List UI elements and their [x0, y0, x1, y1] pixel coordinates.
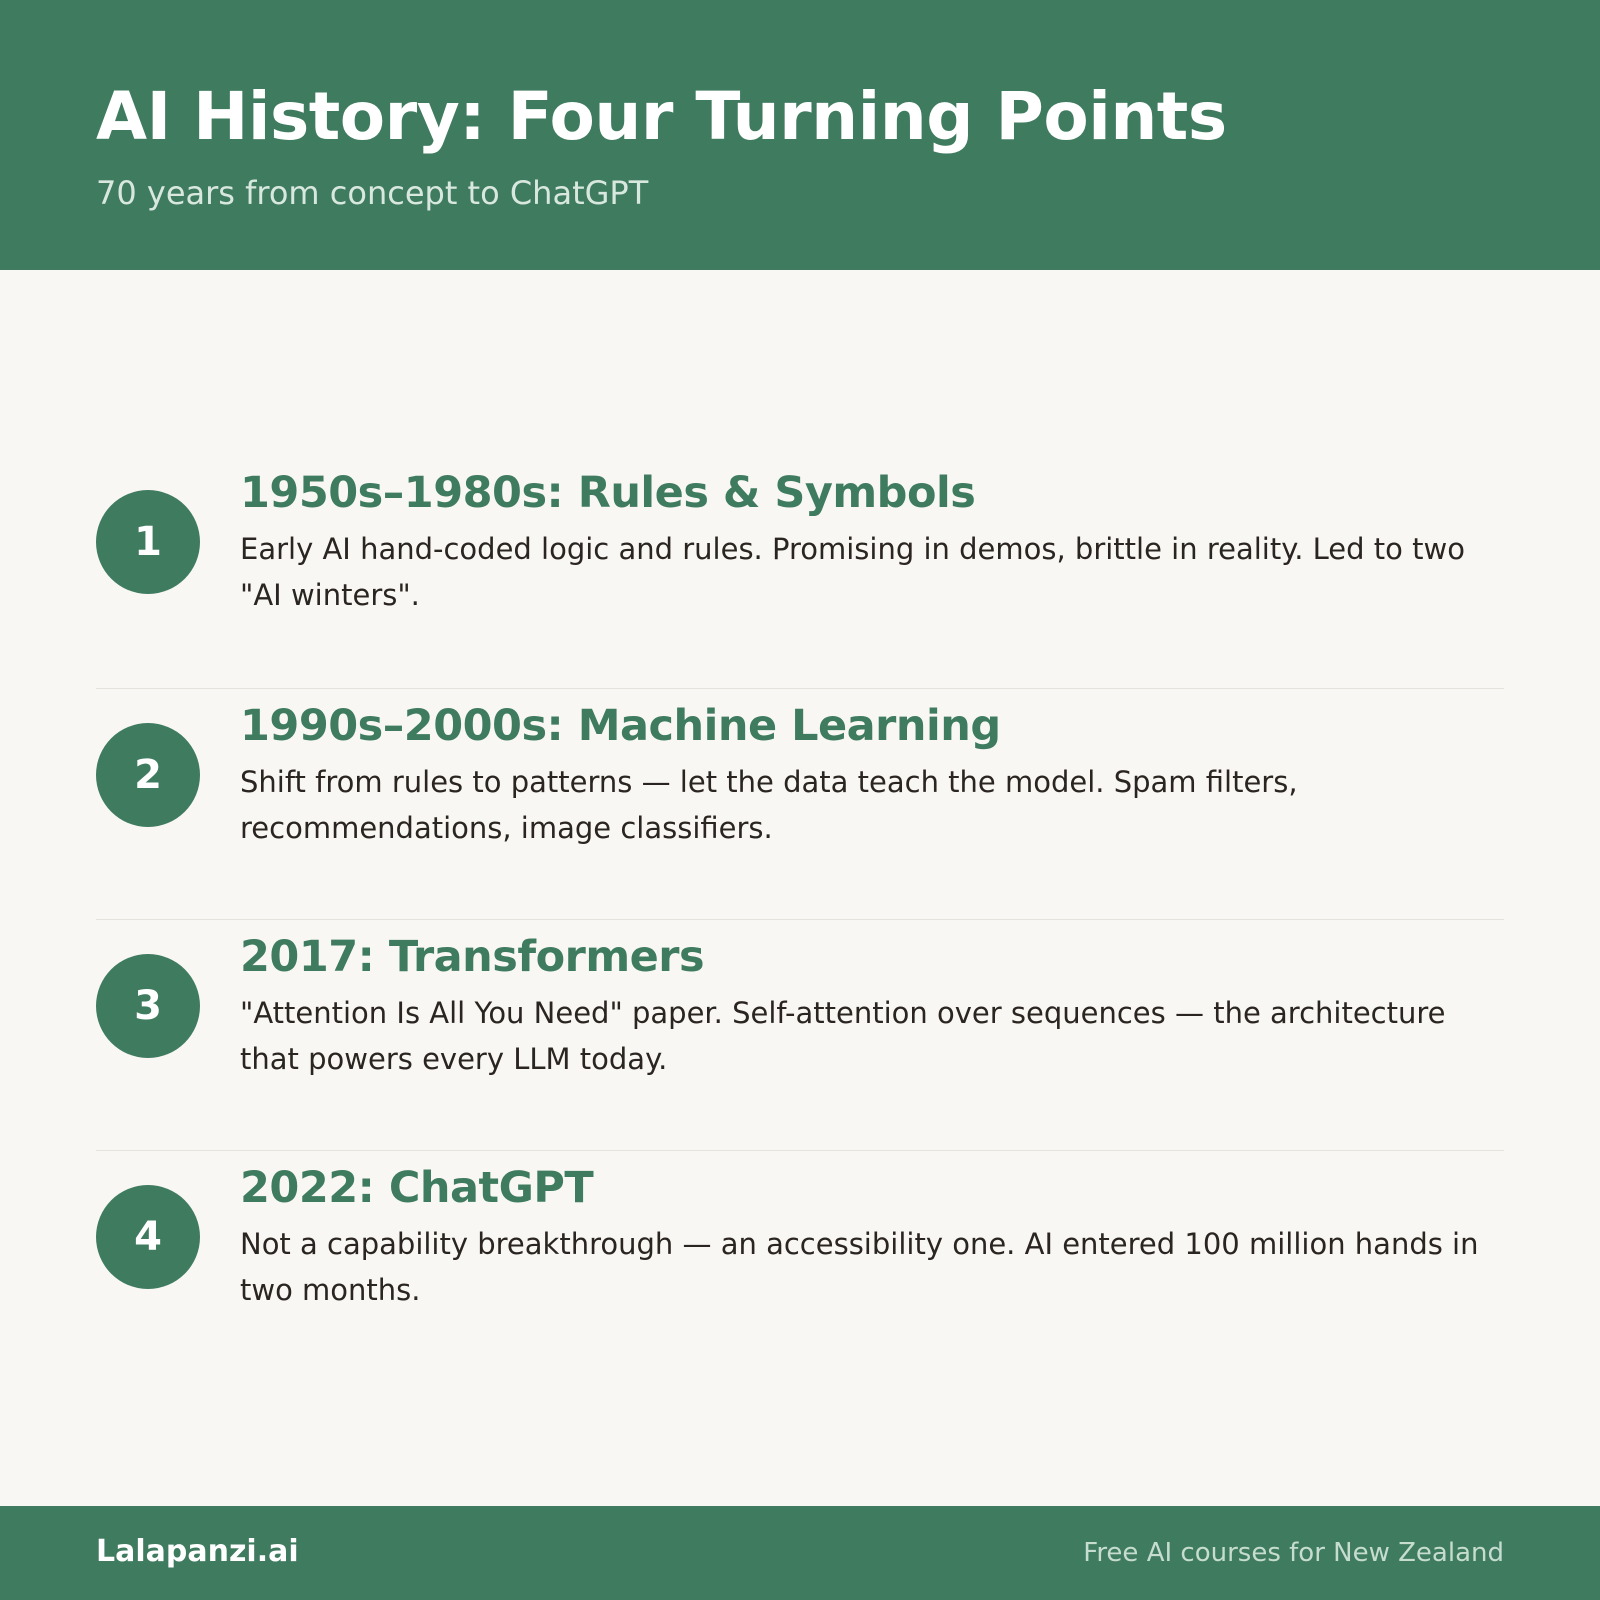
milestone-description: Early AI hand-coded logic and rules. Promising in demos, brittle in reality. Led to two "AI winters". [240, 532, 1465, 612]
milestone-2 [96, 688, 1504, 919]
milestone-description: Not a capability breakthrough — an accessibility one. AI entered 100 million hands in two months. [240, 1227, 1479, 1307]
milestone-description: Shift from rules to patterns — let the data teach the model. Spam filters, recommendations, image classifiers. [240, 765, 1298, 845]
milestone-number-badge: 4 [96, 1185, 200, 1289]
milestone-number-badge: 3 [96, 954, 200, 1058]
milestone-title: 2022: ChatGPT [240, 1163, 594, 1213]
milestone-title: 1950s–1980s: Rules & Symbols [240, 468, 976, 518]
milestone-1 [96, 458, 1504, 688]
timeline [96, 458, 1504, 1381]
page-footer [0, 1506, 1600, 1600]
footer-brand: Lalapanzi.ai [96, 1534, 299, 1569]
page-title: AI History: Four Turning Points [96, 78, 1227, 155]
milestone-description: "Attention Is All You Need" paper. Self-attention over sequences — the architecture that powers every LLM today. [240, 996, 1446, 1076]
page-subtitle: 70 years from concept to ChatGPT [96, 174, 649, 212]
footer-tagline: Free AI courses for New Zealand [1083, 1538, 1504, 1568]
page-header [0, 0, 1600, 270]
milestone-title: 2017: Transformers [240, 932, 705, 982]
milestone-number-badge: 1 [96, 490, 200, 594]
milestone-4 [96, 1150, 1504, 1381]
milestone-number-badge: 2 [96, 723, 200, 827]
milestone-3 [96, 919, 1504, 1150]
milestone-title: 1990s–2000s: Machine Learning [240, 701, 1001, 751]
